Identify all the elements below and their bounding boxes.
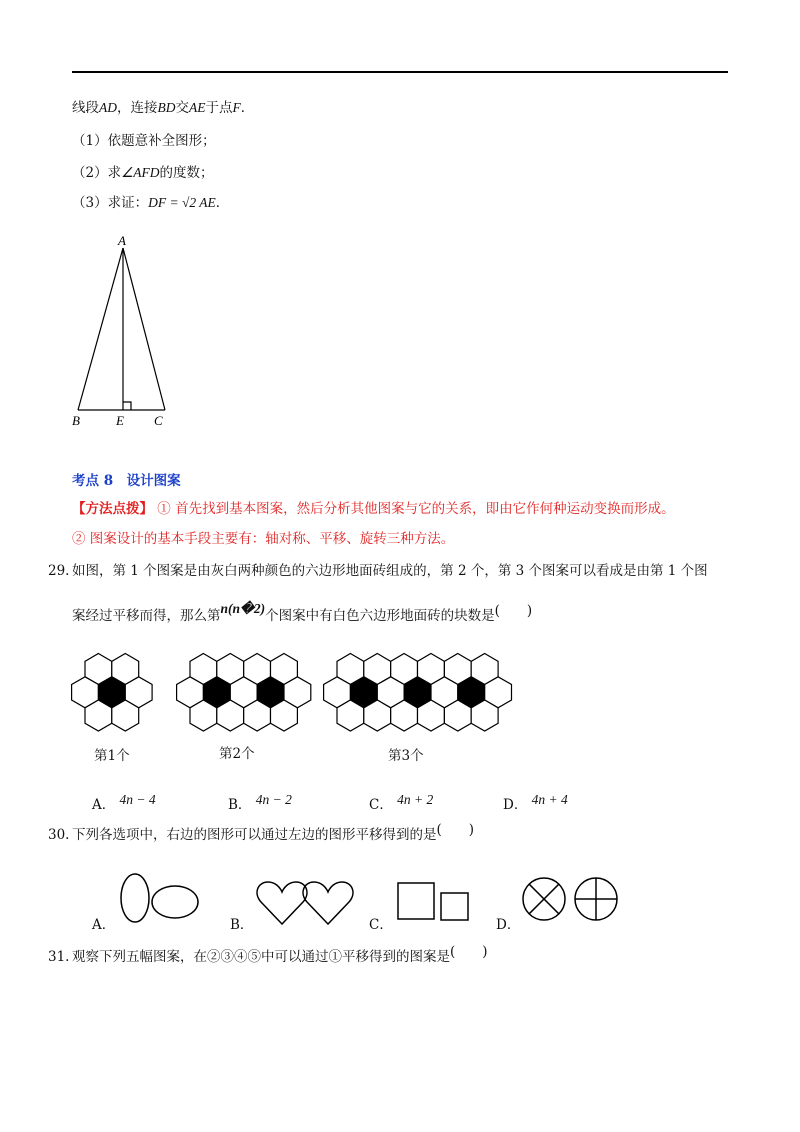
q30-number: 30. xyxy=(48,827,70,843)
question-1: （1）依题意补全图形； xyxy=(72,133,216,149)
q31-text xyxy=(72,944,488,966)
text: ． xyxy=(215,195,230,211)
var-ae: AE xyxy=(189,100,206,115)
label-b: B xyxy=(72,413,80,428)
pattern-label-1: 第1个 xyxy=(94,748,130,764)
text: 线段 xyxy=(72,100,99,116)
method-text-1: ① 首先找到基本图案，然后分析其他图案与它的关系，即由它作何种运动变换而形成。 xyxy=(157,501,675,517)
answer-paren: ( ) xyxy=(436,822,475,838)
q31-number: 31. xyxy=(48,949,70,965)
label-c: C xyxy=(154,413,163,428)
option-text: 4n + 2 xyxy=(397,792,434,807)
var-ad: AD xyxy=(99,100,117,115)
label-a: A xyxy=(118,233,126,248)
pattern-label-2: 第2个 xyxy=(219,746,255,762)
square-small xyxy=(441,893,468,920)
var-f: F xyxy=(232,100,241,115)
heart-right xyxy=(303,882,353,924)
formula-n: n(n�2) xyxy=(220,601,266,616)
var-bd: BD xyxy=(157,100,176,115)
square-large xyxy=(398,883,434,919)
q30-option-b[interactable]: B． xyxy=(230,917,254,933)
text: 的度数； xyxy=(159,165,214,181)
pattern-label-3: 第3个 xyxy=(388,748,424,764)
option-text: 4n − 2 xyxy=(255,792,292,807)
method-line-2: ② 图案设计的基本手段主要有：轴对称、平移、旋转三种方法。 xyxy=(72,531,455,547)
label-e: E xyxy=(116,413,124,428)
option-letter: B． xyxy=(228,797,252,813)
option-text: 4n + 4 xyxy=(531,792,568,807)
text: ． xyxy=(240,100,255,116)
option-letter: D． xyxy=(503,797,528,813)
text: （3）求证： xyxy=(72,195,149,211)
text: 下列各选项中，右边的图形可以通过左边的图形平移得到的是 xyxy=(72,827,437,843)
text: （2）求 xyxy=(72,165,122,181)
option-letter: C． xyxy=(369,797,393,813)
q29-number: 29. xyxy=(48,563,70,579)
method-tag: 【方法点拨】 xyxy=(72,501,153,517)
text: 于点 xyxy=(205,100,233,116)
text: ，连接 xyxy=(117,100,158,116)
answer-paren: ( ) xyxy=(450,944,488,960)
option-letter: A． xyxy=(92,797,116,813)
text: 案经过平移而得，那么第 xyxy=(72,608,221,624)
text: 交 xyxy=(175,100,189,116)
answer-paren: ( ) xyxy=(494,603,533,619)
text: 观察下列五幅图案，在②③④⑤中可以通过①平移得到的图案是 xyxy=(72,949,450,965)
q30-option-c[interactable]: C． xyxy=(369,917,393,933)
section-title: 考点 8 设计图案 xyxy=(72,473,181,489)
horizontal-ellipse xyxy=(152,886,198,918)
angle-afd: ∠AFD xyxy=(121,165,160,180)
option-text: 4n − 4 xyxy=(119,792,156,807)
vertical-ellipse xyxy=(121,874,149,922)
text: 个图案中有白色六边形地面砖的块数是 xyxy=(265,608,495,624)
q29-line-1: 如图，第 1 个图案是由灰白两种颜色的六边形地面砖组成的，第 2 个，第 3 个图案可以看成是由第 1 个图 xyxy=(72,563,708,579)
q30-option-a[interactable]: A． xyxy=(92,917,116,933)
formula: DF = √2 AE xyxy=(148,195,216,210)
q30-option-d[interactable]: D． xyxy=(496,917,521,933)
heart-left xyxy=(257,882,307,924)
